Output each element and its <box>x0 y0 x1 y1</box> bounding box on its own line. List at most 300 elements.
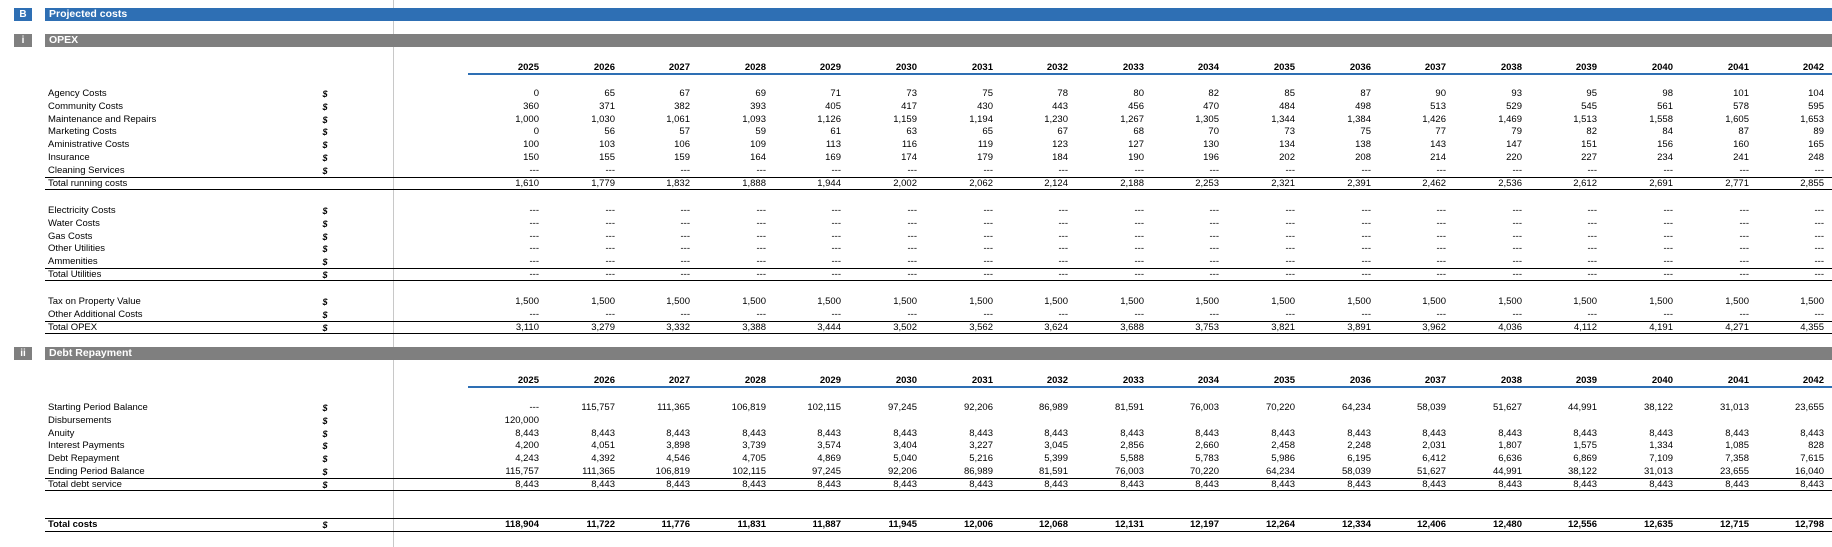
value-cell[interactable]: 1,093 <box>742 113 766 125</box>
value-cell[interactable]: 545 <box>1581 100 1597 112</box>
value-cell[interactable]: 828 <box>1808 440 1824 452</box>
value-cell[interactable]: 8,443 <box>1347 427 1371 439</box>
value-cell[interactable]: --- <box>1512 164 1522 176</box>
value-cell[interactable]: 12,068 <box>1038 519 1068 530</box>
value-cell[interactable]: --- <box>1285 308 1295 320</box>
value-cell[interactable]: 174 <box>901 152 917 163</box>
value-cell[interactable]: 76,003 <box>1189 402 1219 413</box>
value-cell[interactable]: 8,443 <box>1195 478 1219 490</box>
value-cell[interactable]: 8,443 <box>1800 478 1824 490</box>
value-cell[interactable]: 3,279 <box>591 321 615 333</box>
value-cell[interactable]: 59 <box>755 126 766 138</box>
value-cell[interactable]: --- <box>1058 164 1068 176</box>
value-cell[interactable]: 8,443 <box>591 427 615 439</box>
value-cell[interactable]: 417 <box>901 100 917 112</box>
value-cell[interactable]: --- <box>907 230 917 242</box>
value-cell[interactable]: --- <box>1587 230 1597 242</box>
value-cell[interactable]: 57 <box>679 126 690 138</box>
value-cell[interactable]: --- <box>1587 217 1597 229</box>
value-cell[interactable]: 12,715 <box>1719 519 1749 530</box>
value-cell[interactable]: 2,612 <box>1573 177 1597 189</box>
value-cell[interactable]: 151 <box>1581 139 1597 151</box>
value-cell[interactable]: 3,962 <box>1422 321 1446 333</box>
value-cell[interactable]: 8,443 <box>515 478 539 490</box>
value-cell[interactable]: 12,480 <box>1492 519 1522 530</box>
value-cell[interactable]: 68 <box>1133 126 1144 138</box>
value-cell[interactable]: 1,500 <box>591 296 615 307</box>
value-cell[interactable]: 595 <box>1808 100 1824 112</box>
value-cell[interactable]: --- <box>1285 205 1295 216</box>
value-cell[interactable]: 1,159 <box>893 113 917 125</box>
value-cell[interactable]: 443 <box>1052 100 1068 112</box>
value-cell[interactable]: 8,443 <box>1422 427 1446 439</box>
value-cell[interactable]: 38,122 <box>1567 466 1597 477</box>
value-cell[interactable]: 11,722 <box>586 519 615 530</box>
value-cell[interactable]: 1,653 <box>1800 113 1824 125</box>
value-cell[interactable]: --- <box>756 217 766 229</box>
value-cell[interactable]: --- <box>1134 243 1144 255</box>
value-cell[interactable]: 147 <box>1506 139 1522 151</box>
value-cell[interactable]: 1,500 <box>1422 296 1446 307</box>
value-cell[interactable]: 2,253 <box>1195 177 1219 189</box>
value-cell[interactable]: 0 <box>533 88 539 99</box>
value-cell[interactable]: --- <box>1587 256 1597 268</box>
value-cell[interactable]: 8,443 <box>1725 427 1749 439</box>
value-cell[interactable]: --- <box>907 217 917 229</box>
value-cell[interactable]: --- <box>529 402 539 413</box>
value-cell[interactable]: 150 <box>523 152 539 163</box>
value-cell[interactable]: --- <box>1058 230 1068 242</box>
value-cell[interactable]: --- <box>907 256 917 268</box>
value-cell[interactable]: 7,358 <box>1725 453 1749 465</box>
value-cell[interactable]: 4,243 <box>515 453 539 465</box>
value-cell[interactable]: --- <box>1361 308 1371 320</box>
value-cell[interactable]: --- <box>1134 269 1144 280</box>
value-cell[interactable]: 8,443 <box>1120 427 1144 439</box>
value-cell[interactable]: 6,195 <box>1347 453 1371 465</box>
value-cell[interactable]: 93 <box>1511 88 1522 99</box>
value-cell[interactable]: 8,443 <box>1649 478 1673 490</box>
value-cell[interactable]: 4,191 <box>1649 321 1673 333</box>
value-cell[interactable]: 3,110 <box>515 321 539 333</box>
value-cell[interactable]: --- <box>983 230 993 242</box>
value-cell[interactable]: --- <box>1361 164 1371 176</box>
value-cell[interactable]: 1,230 <box>1044 113 1068 125</box>
value-cell[interactable]: 1,305 <box>1195 113 1219 125</box>
value-cell[interactable]: 87 <box>1738 126 1749 138</box>
value-cell[interactable]: 12,798 <box>1794 519 1824 530</box>
value-cell[interactable]: 61 <box>830 126 841 138</box>
value-cell[interactable]: 8,443 <box>893 427 917 439</box>
value-cell[interactable]: --- <box>1587 308 1597 320</box>
value-cell[interactable]: 1,126 <box>817 113 841 125</box>
value-cell[interactable]: 5,783 <box>1195 453 1219 465</box>
value-cell[interactable]: 64,234 <box>1341 402 1371 413</box>
value-cell[interactable]: 1,085 <box>1725 440 1749 452</box>
value-cell[interactable]: --- <box>1739 256 1749 268</box>
value-cell[interactable]: --- <box>1058 308 1068 320</box>
value-cell[interactable]: --- <box>1285 164 1295 176</box>
value-cell[interactable]: 8,443 <box>742 427 766 439</box>
value-cell[interactable]: 89 <box>1813 126 1824 138</box>
value-cell[interactable]: --- <box>1512 243 1522 255</box>
value-cell[interactable]: 82 <box>1208 88 1219 99</box>
value-cell[interactable]: 1,500 <box>1725 296 1749 307</box>
value-cell[interactable]: --- <box>605 256 615 268</box>
value-cell[interactable]: --- <box>1058 269 1068 280</box>
value-cell[interactable]: 75 <box>982 88 993 99</box>
value-cell[interactable]: 115,757 <box>581 402 615 413</box>
value-cell[interactable]: 12,635 <box>1643 519 1673 530</box>
value-cell[interactable]: --- <box>1436 217 1446 229</box>
value-cell[interactable]: 11,887 <box>812 519 841 530</box>
value-cell[interactable]: --- <box>831 308 841 320</box>
value-cell[interactable]: 86,989 <box>1038 402 1068 413</box>
value-cell[interactable]: --- <box>1134 217 1144 229</box>
value-cell[interactable]: 1,344 <box>1271 113 1295 125</box>
value-cell[interactable]: --- <box>983 164 993 176</box>
value-cell[interactable]: 67 <box>1057 126 1068 138</box>
value-cell[interactable]: 3,444 <box>817 321 841 333</box>
value-cell[interactable]: 90 <box>1435 88 1446 99</box>
value-cell[interactable]: 6,412 <box>1422 453 1446 465</box>
value-cell[interactable]: 5,040 <box>893 453 917 465</box>
value-cell[interactable]: --- <box>680 256 690 268</box>
value-cell[interactable]: --- <box>1134 164 1144 176</box>
value-cell[interactable]: 116 <box>901 139 917 151</box>
value-cell[interactable]: 3,739 <box>742 440 766 452</box>
value-cell[interactable]: 8,443 <box>1573 427 1597 439</box>
value-cell[interactable]: 8,443 <box>893 478 917 490</box>
value-cell[interactable]: 106,819 <box>731 402 766 413</box>
value-cell[interactable]: 1,500 <box>666 296 690 307</box>
value-cell[interactable]: --- <box>983 217 993 229</box>
value-cell[interactable]: --- <box>756 269 766 280</box>
value-cell[interactable]: --- <box>983 308 993 320</box>
value-cell[interactable]: 4,036 <box>1498 321 1522 333</box>
value-cell[interactable]: 3,227 <box>969 440 993 452</box>
value-cell[interactable]: --- <box>1058 217 1068 229</box>
value-cell[interactable]: 498 <box>1355 100 1371 112</box>
value-cell[interactable]: 58,039 <box>1341 466 1371 477</box>
value-cell[interactable]: 97,245 <box>887 402 917 413</box>
value-cell[interactable]: 23,655 <box>1794 402 1824 413</box>
value-cell[interactable]: 69 <box>755 88 766 99</box>
value-cell[interactable]: --- <box>529 217 539 229</box>
value-cell[interactable]: 70,220 <box>1189 466 1219 477</box>
value-cell[interactable]: --- <box>1814 308 1824 320</box>
value-cell[interactable]: --- <box>1814 269 1824 280</box>
value-cell[interactable]: --- <box>529 256 539 268</box>
value-cell[interactable]: 8,443 <box>1498 478 1522 490</box>
value-cell[interactable]: 155 <box>599 152 615 163</box>
value-cell[interactable]: 360 <box>523 100 539 112</box>
value-cell[interactable]: --- <box>1587 164 1597 176</box>
value-cell[interactable]: --- <box>680 243 690 255</box>
value-cell[interactable]: --- <box>831 269 841 280</box>
value-cell[interactable]: --- <box>1285 256 1295 268</box>
value-cell[interactable]: 1,888 <box>742 177 766 189</box>
value-cell[interactable]: 82 <box>1586 126 1597 138</box>
value-cell[interactable]: 3,502 <box>893 321 917 333</box>
value-cell[interactable]: 65 <box>604 88 615 99</box>
value-cell[interactable]: --- <box>1814 256 1824 268</box>
value-cell[interactable]: 113 <box>825 139 841 151</box>
value-cell[interactable]: 1,334 <box>1649 440 1673 452</box>
value-cell[interactable]: --- <box>1512 308 1522 320</box>
value-cell[interactable]: 8,443 <box>969 427 993 439</box>
value-cell[interactable]: 393 <box>750 100 766 112</box>
value-cell[interactable]: 456 <box>1128 100 1144 112</box>
value-cell[interactable]: 8,443 <box>1800 427 1824 439</box>
value-cell[interactable]: --- <box>1587 205 1597 216</box>
value-cell[interactable]: --- <box>1134 230 1144 242</box>
value-cell[interactable]: 12,197 <box>1189 519 1219 530</box>
value-cell[interactable]: 1,779 <box>591 177 615 189</box>
value-cell[interactable]: --- <box>1663 308 1673 320</box>
value-cell[interactable]: 8,443 <box>1649 427 1673 439</box>
value-cell[interactable]: --- <box>605 205 615 216</box>
value-cell[interactable]: --- <box>1209 164 1219 176</box>
value-cell[interactable]: 1,500 <box>893 296 917 307</box>
value-cell[interactable]: 80 <box>1133 88 1144 99</box>
value-cell[interactable]: --- <box>1209 243 1219 255</box>
value-cell[interactable]: 3,891 <box>1347 321 1371 333</box>
value-cell[interactable]: --- <box>983 205 993 216</box>
value-cell[interactable]: --- <box>831 256 841 268</box>
value-cell[interactable]: 4,051 <box>591 440 615 452</box>
value-cell[interactable]: --- <box>831 217 841 229</box>
value-cell[interactable]: --- <box>756 308 766 320</box>
value-cell[interactable]: 101 <box>1733 88 1749 99</box>
value-cell[interactable]: 1,513 <box>1573 113 1597 125</box>
value-cell[interactable]: 81,591 <box>1038 466 1068 477</box>
value-cell[interactable]: 115,757 <box>505 466 539 477</box>
value-cell[interactable]: 102,115 <box>807 402 841 413</box>
value-cell[interactable]: 179 <box>977 152 993 163</box>
value-cell[interactable]: 12,334 <box>1341 519 1371 530</box>
value-cell[interactable]: 84 <box>1662 126 1673 138</box>
value-cell[interactable]: 4,112 <box>1573 321 1597 333</box>
value-cell[interactable]: 5,216 <box>969 453 993 465</box>
value-cell[interactable]: 4,546 <box>666 453 690 465</box>
value-cell[interactable]: 1,469 <box>1498 113 1522 125</box>
value-cell[interactable]: 106 <box>674 139 690 151</box>
value-cell[interactable]: 109 <box>750 139 766 151</box>
value-cell[interactable]: 159 <box>674 152 690 163</box>
value-cell[interactable]: --- <box>1663 230 1673 242</box>
value-cell[interactable]: 1,000 <box>515 113 539 125</box>
value-cell[interactable]: 73 <box>1284 126 1295 138</box>
value-cell[interactable]: --- <box>907 164 917 176</box>
value-cell[interactable]: --- <box>1436 256 1446 268</box>
value-cell[interactable]: 2,248 <box>1347 440 1371 452</box>
value-cell[interactable]: --- <box>680 164 690 176</box>
value-cell[interactable]: 2,458 <box>1271 440 1295 452</box>
value-cell[interactable]: 1,500 <box>1347 296 1371 307</box>
value-cell[interactable]: 214 <box>1430 152 1446 163</box>
value-cell[interactable]: 1,500 <box>1573 296 1597 307</box>
value-cell[interactable]: 12,406 <box>1416 519 1446 530</box>
value-cell[interactable]: --- <box>529 269 539 280</box>
value-cell[interactable]: 8,443 <box>742 478 766 490</box>
value-cell[interactable]: --- <box>756 243 766 255</box>
value-cell[interactable]: 51,627 <box>1492 402 1522 413</box>
value-cell[interactable]: 1,500 <box>742 296 766 307</box>
value-cell[interactable]: 513 <box>1430 100 1446 112</box>
value-cell[interactable]: --- <box>529 205 539 216</box>
value-cell[interactable]: 7,615 <box>1800 453 1824 465</box>
value-cell[interactable]: 1,500 <box>1271 296 1295 307</box>
value-cell[interactable]: 1,610 <box>515 177 539 189</box>
value-cell[interactable]: 77 <box>1435 126 1446 138</box>
value-cell[interactable]: --- <box>1436 205 1446 216</box>
value-cell[interactable]: 2,462 <box>1422 177 1446 189</box>
value-cell[interactable]: --- <box>831 205 841 216</box>
value-cell[interactable]: 1,500 <box>1044 296 1068 307</box>
value-cell[interactable]: --- <box>1814 230 1824 242</box>
value-cell[interactable]: 8,443 <box>666 427 690 439</box>
value-cell[interactable]: 561 <box>1657 100 1673 112</box>
value-cell[interactable]: 8,443 <box>1725 478 1749 490</box>
value-cell[interactable]: --- <box>1058 243 1068 255</box>
value-cell[interactable]: 248 <box>1808 152 1824 163</box>
value-cell[interactable]: 164 <box>750 152 766 163</box>
value-cell[interactable]: --- <box>1285 217 1295 229</box>
value-cell[interactable]: 63 <box>906 126 917 138</box>
value-cell[interactable]: 3,688 <box>1120 321 1144 333</box>
value-cell[interactable]: --- <box>756 164 766 176</box>
value-cell[interactable]: 3,562 <box>969 321 993 333</box>
value-cell[interactable]: 44,991 <box>1492 466 1522 477</box>
value-cell[interactable]: 8,443 <box>515 427 539 439</box>
value-cell[interactable]: 4,200 <box>515 440 539 452</box>
value-cell[interactable]: 12,006 <box>963 519 993 530</box>
value-cell[interactable]: 64,234 <box>1265 466 1295 477</box>
value-cell[interactable]: 8,443 <box>817 427 841 439</box>
value-cell[interactable]: 3,898 <box>666 440 690 452</box>
value-cell[interactable]: --- <box>1663 269 1673 280</box>
value-cell[interactable]: 1,944 <box>817 177 841 189</box>
value-cell[interactable]: 6,636 <box>1498 453 1522 465</box>
value-cell[interactable]: 12,556 <box>1567 519 1597 530</box>
value-cell[interactable]: --- <box>1739 205 1749 216</box>
value-cell[interactable]: --- <box>1739 217 1749 229</box>
value-cell[interactable]: 143 <box>1430 139 1446 151</box>
value-cell[interactable]: 578 <box>1733 100 1749 112</box>
value-cell[interactable]: 3,045 <box>1044 440 1068 452</box>
value-cell[interactable]: 2,691 <box>1649 177 1673 189</box>
value-cell[interactable]: 5,399 <box>1044 453 1068 465</box>
value-cell[interactable]: --- <box>1814 164 1824 176</box>
value-cell[interactable]: --- <box>1663 164 1673 176</box>
value-cell[interactable]: --- <box>1209 308 1219 320</box>
value-cell[interactable]: 119 <box>977 139 993 151</box>
value-cell[interactable]: --- <box>529 243 539 255</box>
value-cell[interactable]: 8,443 <box>1573 478 1597 490</box>
value-cell[interactable]: 103 <box>599 139 615 151</box>
value-cell[interactable]: 78 <box>1057 88 1068 99</box>
value-cell[interactable]: --- <box>1512 230 1522 242</box>
value-cell[interactable]: 8,443 <box>1044 478 1068 490</box>
value-cell[interactable]: 71 <box>830 88 841 99</box>
value-cell[interactable]: 8,443 <box>817 478 841 490</box>
value-cell[interactable]: 8,443 <box>1347 478 1371 490</box>
value-cell[interactable]: 2,031 <box>1422 440 1446 452</box>
value-cell[interactable]: 70,220 <box>1265 402 1295 413</box>
value-cell[interactable]: 38,122 <box>1643 402 1673 413</box>
value-cell[interactable]: 1,807 <box>1498 440 1522 452</box>
value-cell[interactable]: --- <box>1134 256 1144 268</box>
value-cell[interactable]: 430 <box>977 100 993 112</box>
value-cell[interactable]: 4,271 <box>1725 321 1749 333</box>
value-cell[interactable]: 3,404 <box>893 440 917 452</box>
value-cell[interactable]: 65 <box>982 126 993 138</box>
value-cell[interactable]: --- <box>983 243 993 255</box>
value-cell[interactable]: 123 <box>1052 139 1068 151</box>
value-cell[interactable]: 202 <box>1279 152 1295 163</box>
value-cell[interactable]: --- <box>1361 205 1371 216</box>
value-cell[interactable]: --- <box>1209 217 1219 229</box>
value-cell[interactable]: 44,991 <box>1567 402 1597 413</box>
value-cell[interactable]: 2,321 <box>1271 177 1295 189</box>
value-cell[interactable]: --- <box>1285 269 1295 280</box>
value-cell[interactable]: 8,443 <box>1120 478 1144 490</box>
value-cell[interactable]: 1,194 <box>969 113 993 125</box>
value-cell[interactable]: --- <box>1663 217 1673 229</box>
value-cell[interactable]: 208 <box>1355 152 1371 163</box>
value-cell[interactable]: 51,627 <box>1416 466 1446 477</box>
value-cell[interactable]: 11,831 <box>737 519 766 530</box>
value-cell[interactable]: --- <box>605 230 615 242</box>
value-cell[interactable]: 8,443 <box>1044 427 1068 439</box>
value-cell[interactable]: --- <box>605 243 615 255</box>
value-cell[interactable]: --- <box>1739 308 1749 320</box>
value-cell[interactable]: --- <box>1663 205 1673 216</box>
value-cell[interactable]: --- <box>1209 205 1219 216</box>
value-cell[interactable]: --- <box>1361 230 1371 242</box>
value-cell[interactable]: 12,131 <box>1114 519 1144 530</box>
value-cell[interactable]: 184 <box>1052 152 1068 163</box>
value-cell[interactable]: 118,904 <box>505 519 539 530</box>
value-cell[interactable]: 2,536 <box>1498 177 1522 189</box>
value-cell[interactable]: 1,384 <box>1347 113 1371 125</box>
value-cell[interactable]: 169 <box>825 152 841 163</box>
value-cell[interactable]: 2,188 <box>1120 177 1144 189</box>
value-cell[interactable]: --- <box>1361 256 1371 268</box>
value-cell[interactable]: 98 <box>1662 88 1673 99</box>
value-cell[interactable]: 2,002 <box>893 177 917 189</box>
value-cell[interactable]: 95 <box>1586 88 1597 99</box>
value-cell[interactable]: 70 <box>1208 126 1219 138</box>
value-cell[interactable]: --- <box>605 269 615 280</box>
value-cell[interactable]: --- <box>1436 164 1446 176</box>
value-cell[interactable]: 196 <box>1203 152 1219 163</box>
value-cell[interactable]: 111,365 <box>657 402 690 413</box>
value-cell[interactable]: --- <box>756 256 766 268</box>
value-cell[interactable]: 120,000 <box>504 414 539 426</box>
value-cell[interactable]: 4,355 <box>1800 321 1824 333</box>
value-cell[interactable]: 8,443 <box>591 478 615 490</box>
value-cell[interactable]: --- <box>1512 269 1522 280</box>
value-cell[interactable]: 160 <box>1733 139 1749 151</box>
value-cell[interactable]: 127 <box>1128 139 1144 151</box>
value-cell[interactable]: 8,443 <box>1422 478 1446 490</box>
value-cell[interactable]: --- <box>1814 217 1824 229</box>
value-cell[interactable]: 470 <box>1203 100 1219 112</box>
value-cell[interactable]: 5,588 <box>1120 453 1144 465</box>
value-cell[interactable]: 7,109 <box>1649 453 1673 465</box>
